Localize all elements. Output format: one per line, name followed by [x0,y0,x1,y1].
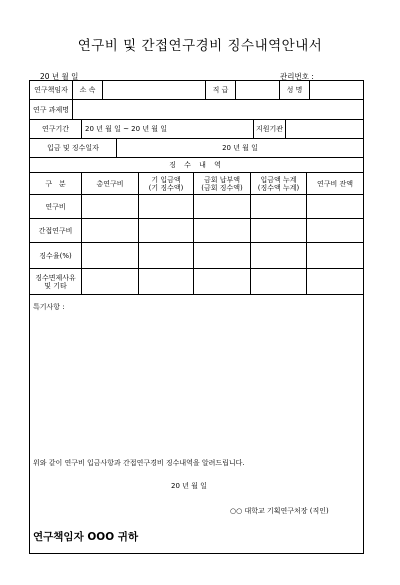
notice-text: 위와 같이 연구비 입금사항과 간접연구경비 징수내역을 알려드립니다. [33,459,245,467]
signer-text: ○○ 대학교 기획연구처장 (직인) [230,507,329,515]
period-label: 연구기간 [30,120,82,138]
funding-agency-field[interactable] [286,120,363,138]
remarks-label: 특기사항 : [33,303,65,311]
project-row [30,100,363,120]
collection-section-title: 징 수 내 역 [169,161,224,169]
table-cell[interactable] [307,219,363,242]
column-header: 총연구비 [82,173,139,194]
table-cell[interactable] [139,219,194,242]
collection-section-row [30,158,363,173]
deposit-label: 입금 및 징수일자 [30,139,117,157]
table-cell[interactable] [139,269,194,294]
document-title: 연구비 및 간접연구경비 징수내역안내서 [77,38,323,54]
table-cell[interactable] [307,195,363,218]
management-number: 관리번호 : [280,72,314,81]
affiliation-field[interactable] [103,81,206,99]
bottom-date: 20 년 월 일 [171,482,207,490]
project-label: 연구 과제명 [30,100,73,119]
column-header: 연구비 잔액 [316,179,354,188]
period-field[interactable]: 20 년 월 일 ~ 20 년 월 일 [82,120,254,138]
column-header: 구 분 [30,173,82,194]
table-row [30,269,363,295]
project-field[interactable] [73,100,363,119]
deposit-row [30,139,363,158]
position-label: 직 급 [206,81,236,99]
table-cell[interactable] [194,269,251,294]
table-cell[interactable] [251,219,307,242]
table-row [30,219,363,243]
table-cell[interactable] [82,195,139,218]
column-header: 금회 납부액 (금회 징수액) [194,173,251,194]
addressee-text: 연구책임자 OOO 귀하 [33,531,139,543]
table-row [30,243,363,269]
table-cell[interactable] [82,269,139,294]
researcher-label: 연구책임자 [30,81,73,99]
period-row [30,120,363,139]
table-cell[interactable] [307,269,363,294]
column-header: 입금액 누계 (징수액 누계) [251,173,307,194]
row-label: 징수율(%) [30,243,82,268]
column-header: 기 입금액 (기 징수액) [139,173,194,194]
funding-agency-label: 지원기관 [254,120,286,138]
row-label: 간접연구비 [30,219,82,242]
position-field[interactable] [236,81,280,99]
table-cell[interactable] [194,243,251,268]
deposit-date-field[interactable]: 20 년 월 일 [222,144,258,152]
table-cell[interactable] [251,243,307,268]
name-field[interactable] [310,81,363,99]
table-cell[interactable] [82,219,139,242]
form-frame [29,80,364,554]
table-header-row [30,173,363,195]
top-date: 20 년 월 일 [40,72,79,81]
remarks-area[interactable] [30,295,363,445]
table-cell[interactable] [139,195,194,218]
table-cell[interactable] [194,195,251,218]
name-label: 성 명 [280,81,310,99]
table-cell[interactable] [82,243,139,268]
researcher-row [30,81,363,100]
table-cell[interactable] [194,219,251,242]
table-row [30,195,363,219]
table-cell[interactable] [251,269,307,294]
table-cell[interactable] [251,195,307,218]
row-label: 징수면제사유 및 기타 [30,269,82,294]
table-cell[interactable] [139,243,194,268]
table-cell[interactable] [307,243,363,268]
row-label: 연구비 [30,195,82,218]
affiliation-label: 소 속 [73,81,103,99]
